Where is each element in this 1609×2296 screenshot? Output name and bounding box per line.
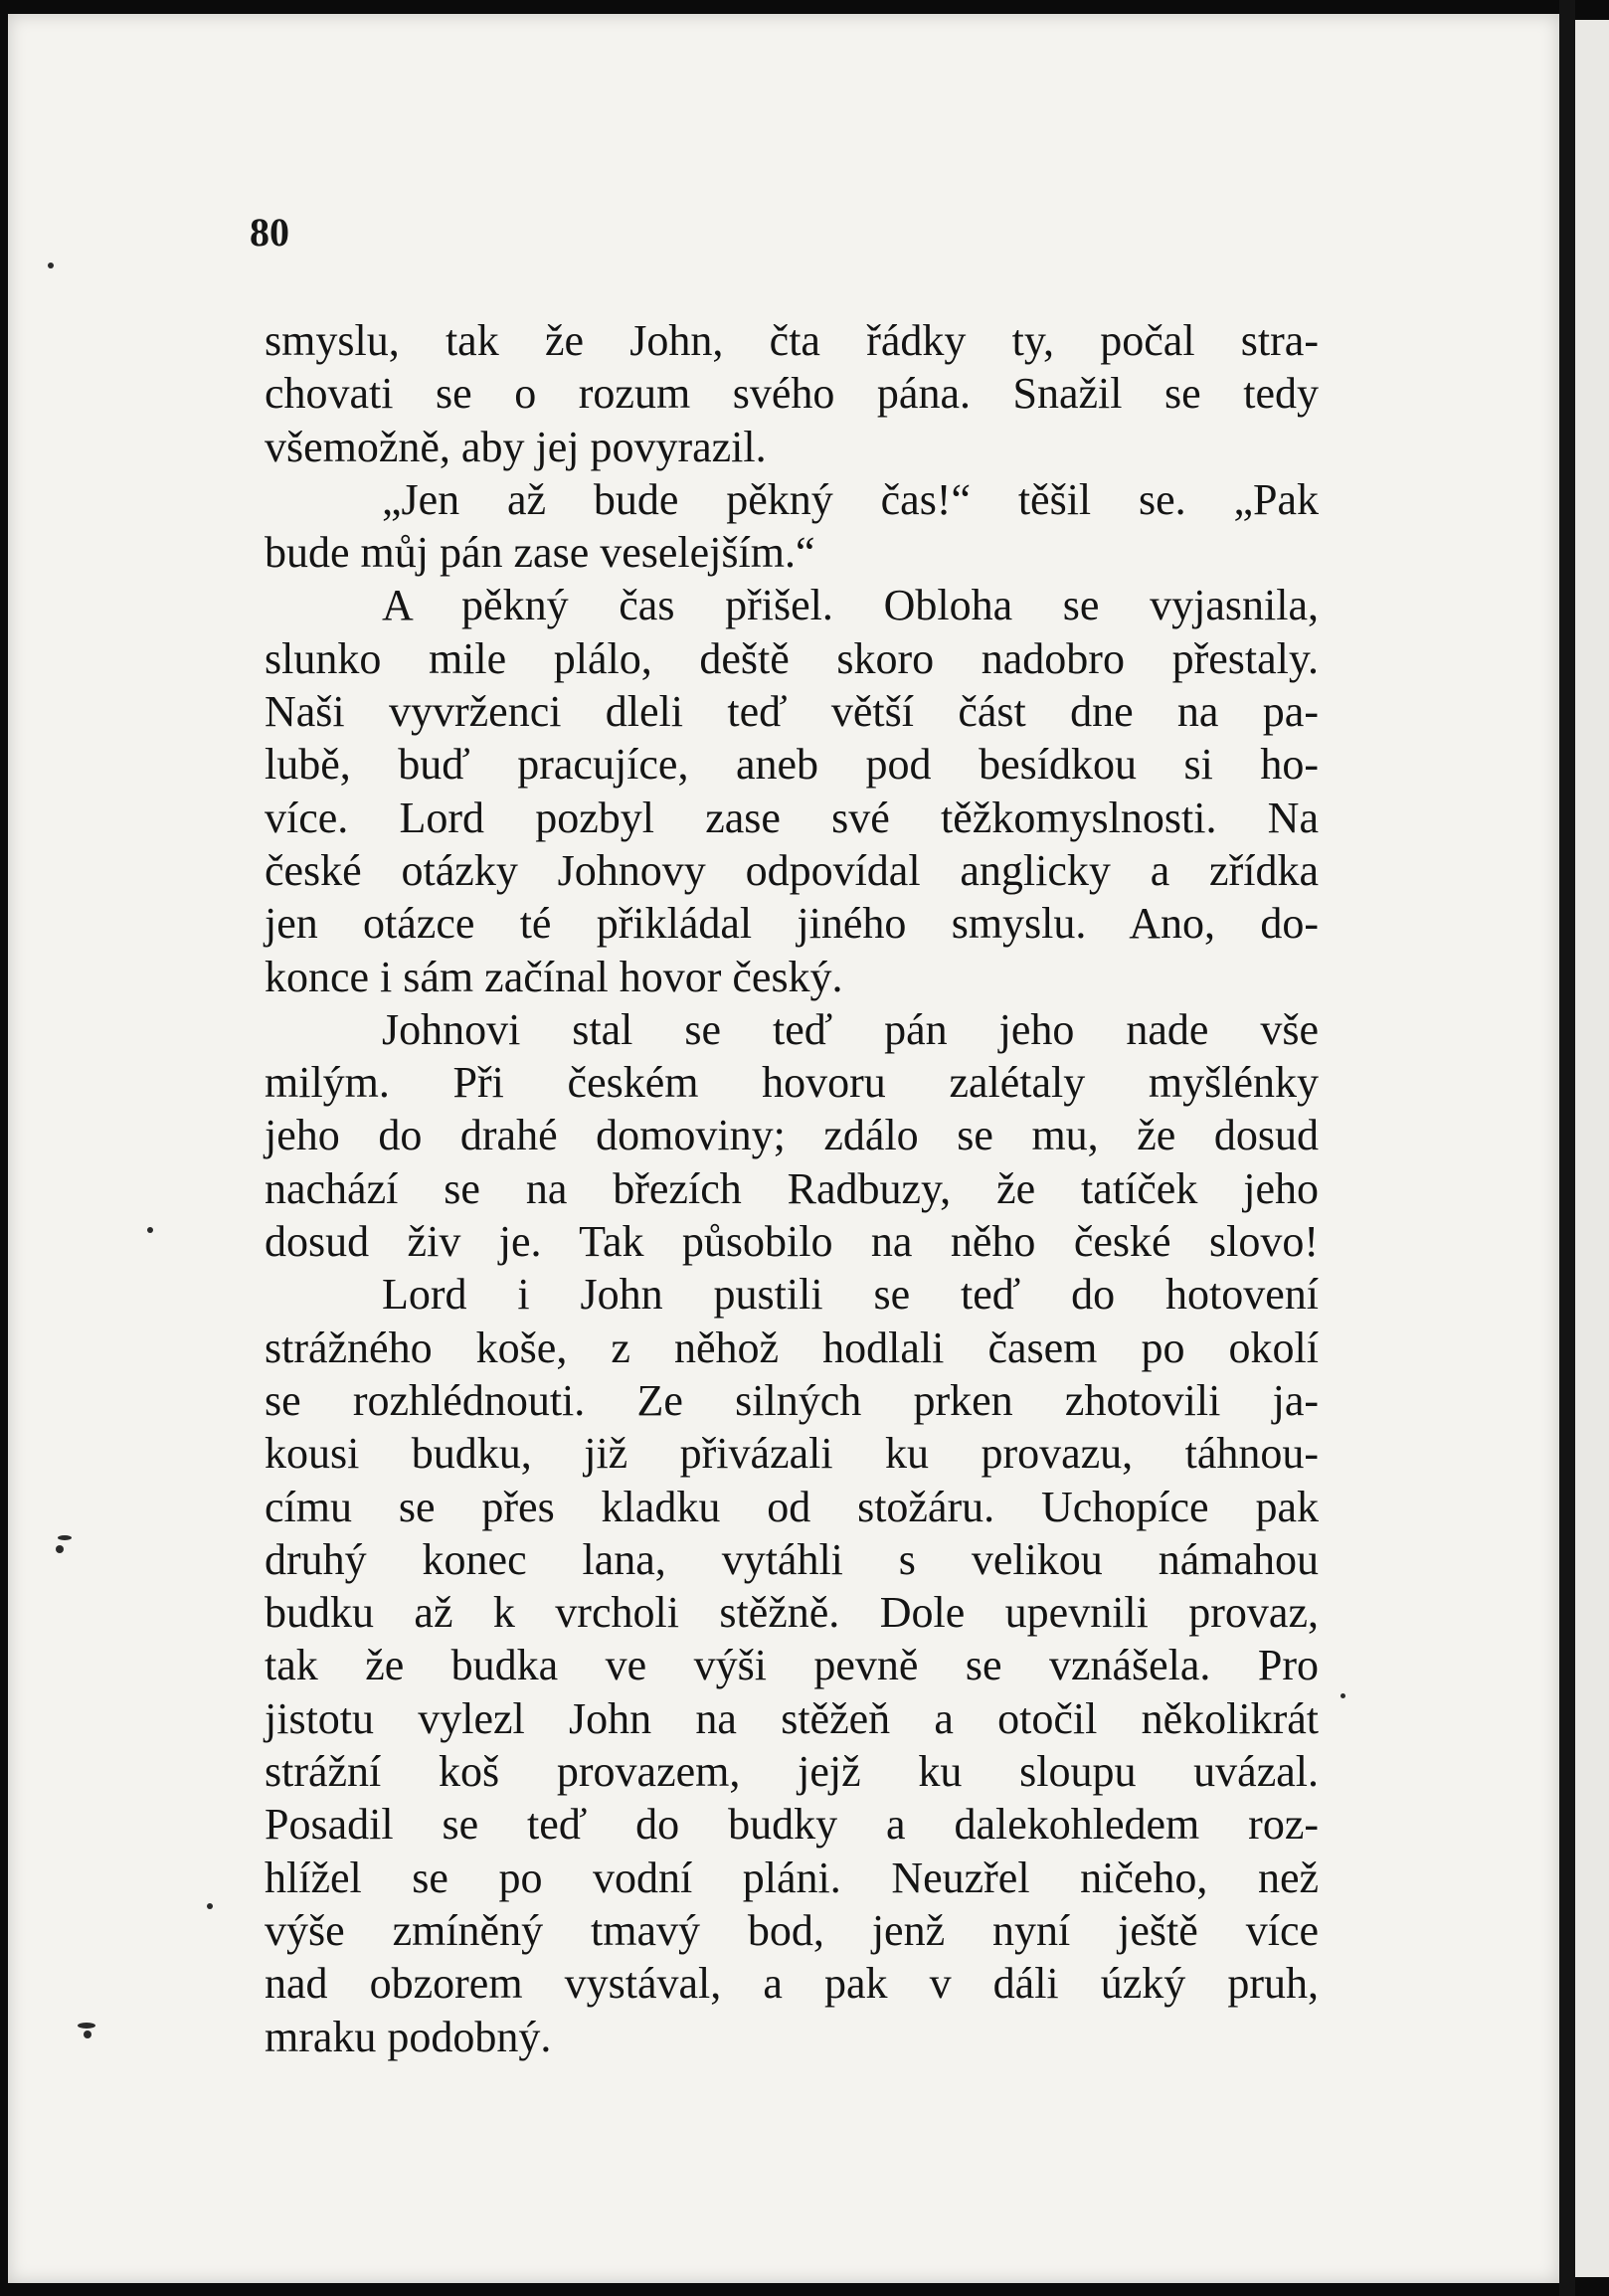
book-page bbox=[8, 14, 1559, 2283]
text-line: nachází se na březích Radbuzy, že tatíček jeho bbox=[265, 1163, 1319, 1213]
text-line: címu se přes kladku od stožáru. Uchopíce pak bbox=[265, 1482, 1319, 1531]
scan-speck bbox=[78, 2023, 95, 2029]
text-line: dosud živ je. Tak působilo na něho české slovo! bbox=[265, 1217, 1319, 1267]
body-text bbox=[265, 314, 1319, 2063]
text-line: smyslu, tak že John, čta řádky ty, počal stra- bbox=[265, 316, 1319, 365]
text-line: konce i sám začínal hovor český. bbox=[265, 952, 843, 1001]
text-line: A pěkný čas přišel. Obloha se vyjasnila, bbox=[382, 581, 1319, 630]
text-line: mraku podobný. bbox=[265, 2012, 552, 2061]
text-line: „Jen až bude pěkný čas!“ těšil se. „Pak bbox=[382, 474, 1319, 524]
scan-speck bbox=[84, 2031, 91, 2038]
text-line: bude můj pán zase veselejším.“ bbox=[265, 528, 815, 578]
scan-speck bbox=[207, 1903, 213, 1909]
text-line: nad obzorem vystával, a pak v dáli úzký pruh, bbox=[265, 1959, 1319, 2009]
scan-speck bbox=[48, 263, 54, 268]
text-line: jistotu vylezl John na stěžeň a otočil několikrát bbox=[265, 1693, 1319, 1743]
text-line: jen otázce té přikládal jiného smyslu. Ano, do- bbox=[265, 899, 1319, 949]
scan-edge-shadow bbox=[1559, 0, 1575, 2296]
text-line: milým. Při českém hovoru zalétaly myšlénky bbox=[265, 1058, 1319, 1108]
text-line: strážní koš provazem, jejž ku sloupu uvázal. bbox=[265, 1747, 1319, 1797]
scan-speck bbox=[1341, 1693, 1345, 1698]
text-line: se rozhlédnouti. Ze silných prken zhotovili ja- bbox=[265, 1375, 1319, 1425]
text-line: jeho do drahé domoviny; zdálo se mu, že dosud bbox=[265, 1111, 1319, 1160]
scan-speck bbox=[56, 1545, 64, 1553]
text-line: Lord i John pustili se teď do hotovení bbox=[382, 1270, 1319, 1320]
text-line: výše zmíněný tmavý bod, jenž nyní ještě více bbox=[265, 1905, 1319, 1955]
text-line: české otázky Johnovy odpovídal anglicky a zřídka bbox=[265, 845, 1319, 895]
text-line: více. Lord pozbyl zase své těžkomyslnosti. Na bbox=[265, 793, 1319, 842]
text-line: Naši vyvrženci dleli teď větší část dne na pa- bbox=[265, 687, 1319, 737]
text-line: tak že budka ve výši pevně se vznášela. Pro bbox=[265, 1641, 1319, 1690]
text-line: hlížel se po vodní pláni. Neuzřel ničeho, než bbox=[265, 1853, 1319, 1902]
text-line: lubě, buď pracujíce, aneb pod besídkou si ho- bbox=[265, 740, 1319, 790]
text-line: Johnovi stal se teď pán jeho nade vše bbox=[382, 1004, 1319, 1054]
page-number: 80 bbox=[250, 210, 289, 255]
text-line: slunko mile plálo, deště skoro nadobro přestaly. bbox=[265, 633, 1319, 683]
adjacent-page-edge bbox=[1575, 20, 1609, 2277]
text-line: Posadil se teď do budky a dalekohledem roz- bbox=[265, 1800, 1319, 1850]
text-line: budku až k vrcholi stěžně. Dole upevnili provaz, bbox=[265, 1588, 1319, 1638]
scan-speck bbox=[58, 1535, 72, 1540]
text-line: strážného koše, z něhož hodlali časem po okolí bbox=[265, 1323, 1319, 1372]
text-line: chovati se o rozum svého pána. Snažil se tedy bbox=[265, 369, 1319, 419]
scan-speck bbox=[147, 1227, 153, 1233]
text-line: všemožně, aby jej povyrazil. bbox=[265, 422, 767, 471]
text-line: druhý konec lana, vytáhli s velikou námahou bbox=[265, 1534, 1319, 1584]
text-line: kousi budku, již přivázali ku provazu, táhnou- bbox=[265, 1429, 1319, 1479]
